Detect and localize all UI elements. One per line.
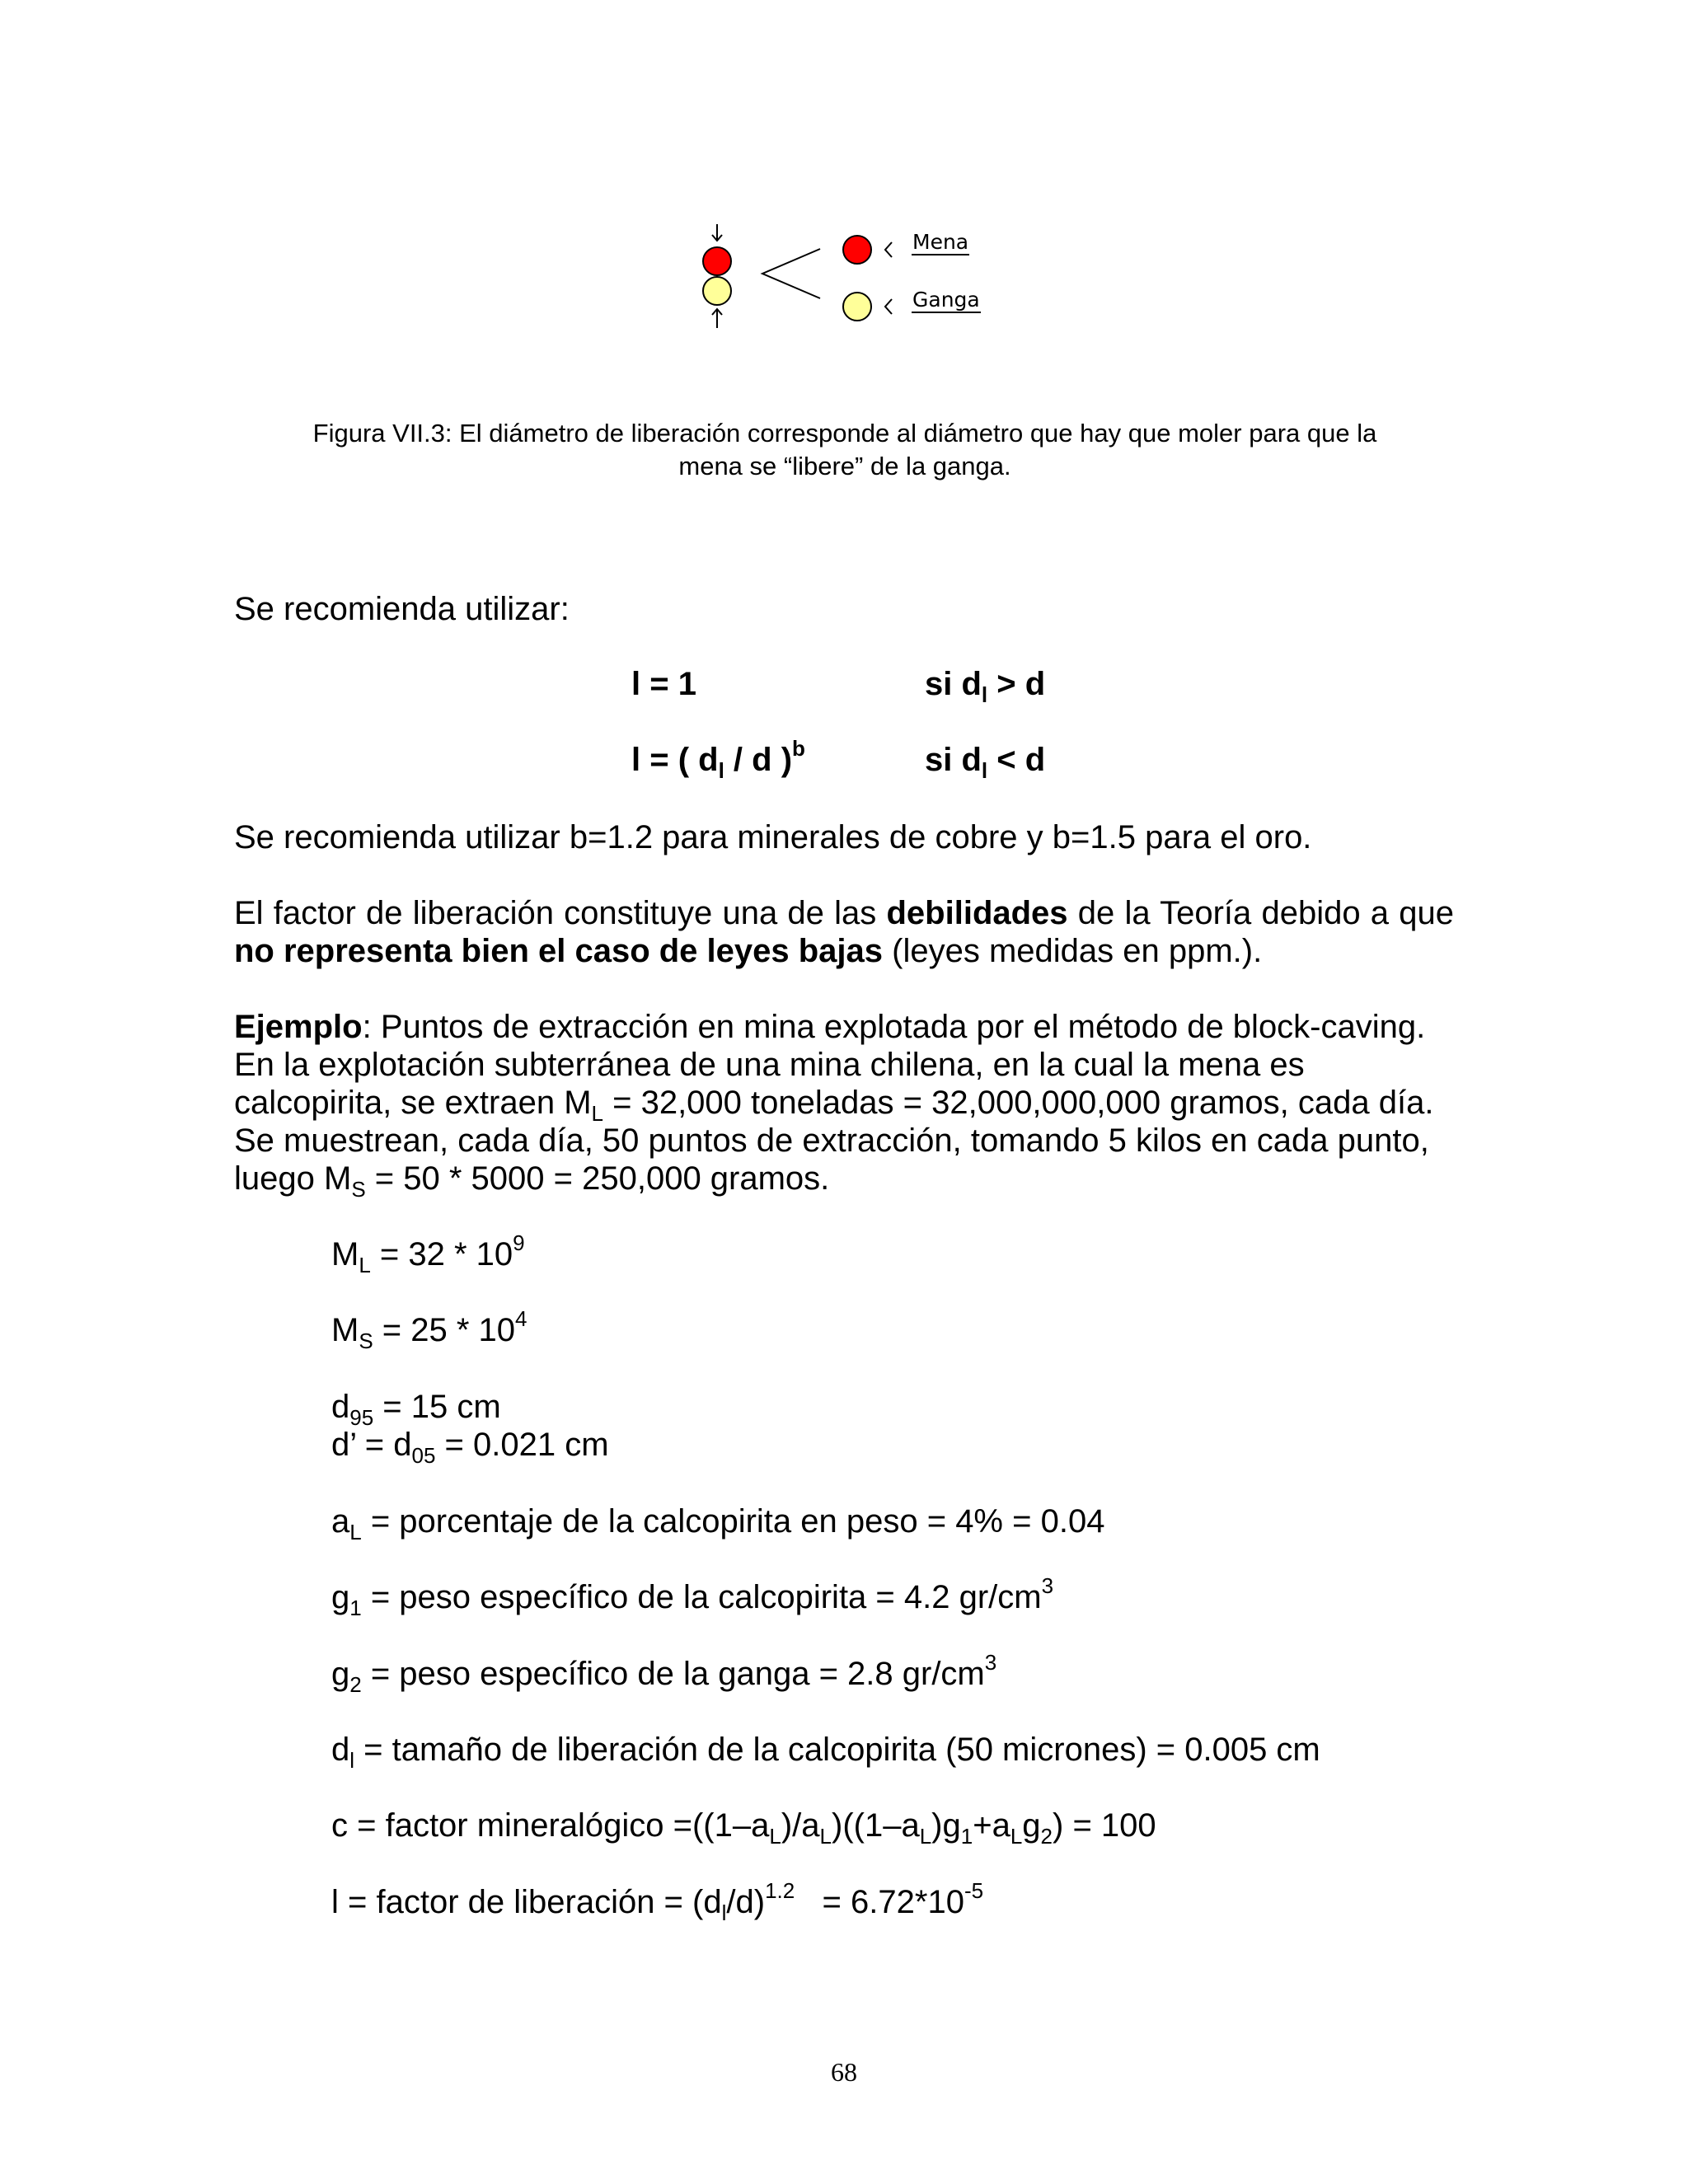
recommend-intro: Se recomienda utilizar: — [234, 591, 570, 627]
mena-particle-left — [703, 247, 731, 275]
ganga-pointer-head — [885, 299, 892, 314]
eq-g1: $g_1$ = peso específico de la calcopirita = 4.2 $gr/cm^3$ — [331, 1573, 1054, 1620]
eq-d-prime: d’ = $d_{05} = 0.021$ cm — [331, 1427, 609, 1468]
formula-1-condition: si $d_l > d$ — [925, 666, 1046, 707]
mena-pointer-head — [885, 242, 892, 257]
example-label: Ejemplo — [234, 1009, 363, 1045]
example-paragraph — [234, 1008, 1454, 1202]
ganga-particle-left — [703, 277, 731, 305]
eq-g2: $g_2$ = peso específico de la ganga = 2.8 $gr/cm^3$ — [331, 1650, 997, 1697]
eq-dl: $d_l$ = tamaño de liberación de la calcopirita (50 micrones) = 0.005 cm — [331, 1732, 1320, 1773]
eq-l: l = factor de liberación = $(d_l/d)^{1.2} = 6.72*10^{-5}$ — [331, 1878, 984, 1925]
caption-line-2: mena se “libere” de la ganga. — [678, 452, 1011, 480]
eq-ms: $M_S = 25 * 10^4$ — [331, 1306, 528, 1353]
ganga-particle-right — [843, 293, 871, 321]
page-number: 68 — [831, 2057, 857, 2087]
split-symbol — [762, 249, 820, 298]
eq-c: c = factor mineralógico $=((1-a_L)/a_L)((1-a_L)g_1+a_Lg_2) = 100$ — [331, 1807, 1156, 1849]
eq-d95: $d_{95} = 15$ cm — [331, 1389, 501, 1430]
formula-2-condition: si $d_l < d$ — [925, 742, 1046, 783]
mena-particle-right — [843, 236, 871, 264]
formula-2-lhs: l = ( $d_l$ / d )$^b$ — [631, 736, 805, 783]
recommend-b-paragraph: Se recomienda utilizar b=1.2 para minerales de cobre y b=1.5 para el oro. — [234, 819, 1312, 855]
weakness-paragraph: El factor de liberación constituye una de las debilidades de la Teoría debido a que no representa bien el caso de leyes bajas (leyes medidas en ppm.). — [234, 895, 1454, 969]
ganga-label: Ganga — [912, 288, 980, 312]
example-line-1: Ejemplo: Puntos de extracción en mina explotada por el método de block-caving. — [234, 1009, 1426, 1045]
liberation-figure — [692, 223, 1006, 338]
figure-caption — [247, 417, 1442, 483]
formula-1-lhs: l = 1 — [631, 666, 696, 702]
example-line-3: calcopirita, se extraen $M_L = 32,000$ toneladas = 32,000,000,000 gramos, cada día. — [234, 1085, 1434, 1126]
caption-line-1: Figura VII.3: El diámetro de liberación corresponde al diámetro que hay que moler para que la — [312, 419, 1377, 448]
example-line-4: Se muestrean, cada día, 50 puntos de extracción, tomando 5 kilos en cada punto, — [234, 1122, 1429, 1159]
eq-al: $a_L$ = porcentaje de la calcopirita en peso = 4% = 0.04 — [331, 1503, 1105, 1544]
example-line-5: luego $M_S = 50 * 5000 = 250,000$ gramos. — [234, 1160, 830, 1202]
example-line-2: En la explotación subterránea de una mina chilena, en la cual la mena es — [234, 1047, 1305, 1083]
mena-label: Mena — [912, 230, 969, 254]
eq-ml: $M_L = 32 * 10^9$ — [331, 1230, 525, 1277]
